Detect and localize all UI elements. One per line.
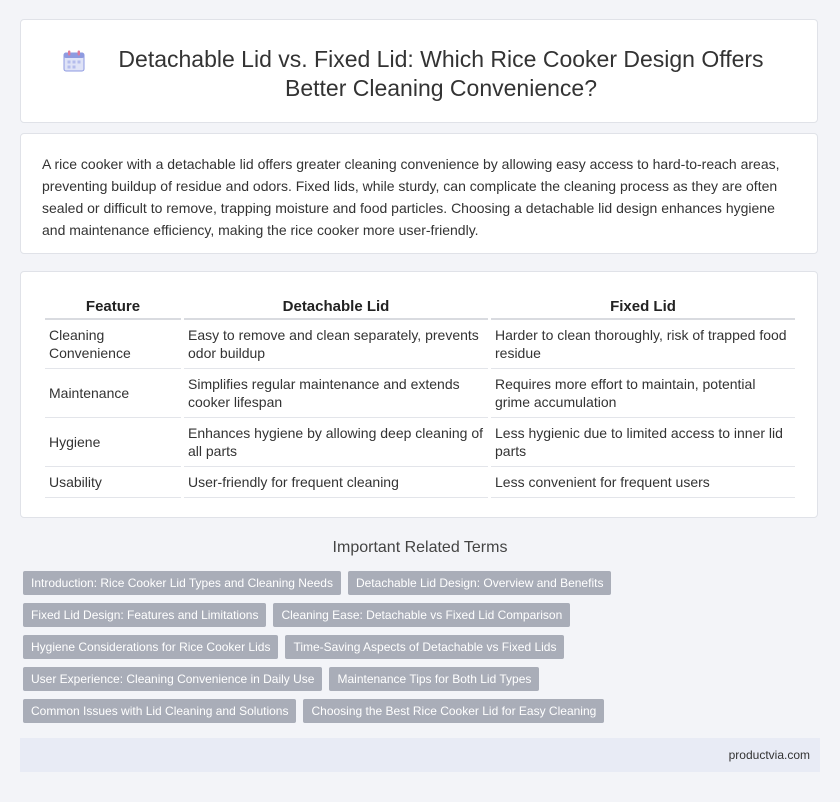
related-term-tag[interactable]: Maintenance Tips for Both Lid Types [329, 667, 539, 691]
table-cell-fixed: Requires more effort to maintain, potential grime accumulation [491, 369, 795, 418]
related-terms-tags [23, 571, 823, 731]
comparison-table [42, 294, 798, 498]
related-term-tag[interactable]: User Experience: Cleaning Convenience in Daily Use [23, 667, 322, 691]
table-cell-fixed: Less hygienic due to limited access to inner lid parts [491, 418, 795, 467]
page-title: Detachable Lid vs. Fixed Lid: Which Rice Cooker Design Offers Better Cleaning Convenience? [118, 46, 764, 101]
related-term-tag[interactable]: Fixed Lid Design: Features and Limitations [23, 603, 266, 627]
header-feature: Feature [45, 294, 181, 320]
table-cell-detachable: Enhances hygiene by allowing deep cleaning of all parts [184, 418, 488, 467]
table-cell-fixed: Less convenient for frequent users [491, 467, 795, 498]
table-cell-feature: Usability [45, 467, 181, 498]
related-term-tag[interactable]: Hygiene Considerations for Rice Cooker Lids [23, 635, 278, 659]
calendar-icon [61, 48, 87, 74]
related-term-tag[interactable]: Detachable Lid Design: Overview and Benefits [348, 571, 611, 595]
table-header-row [45, 294, 795, 320]
related-term-tag[interactable]: Introduction: Rice Cooker Lid Types and Cleaning Needs [23, 571, 341, 595]
related-term-tag[interactable]: Time-Saving Aspects of Detachable vs Fixed Lids [285, 635, 564, 659]
table-cell-fixed: Harder to clean thoroughly, risk of trapped food residue [491, 320, 795, 369]
table-row [45, 467, 795, 498]
intro-card [20, 133, 818, 254]
intro-paragraph: A rice cooker with a detachable lid offers greater cleaning convenience by allowing easy access to hard-to-reach areas, preventing buildup of residue and odors. Fixed lids, while sturdy, can complicate the cleaning process as they are often sealed or difficult to remove, trapping moisture and food particles. Choosing a detachable lid design enhances hygiene and maintenance efficiency, making the rice cooker more user-friendly. [42, 156, 780, 238]
comparison-table-card [20, 271, 818, 518]
header-detachable-lid: Detachable Lid [184, 294, 488, 320]
footer-site-link[interactable]: productvia.com [728, 748, 810, 762]
title-wrap [21, 20, 817, 103]
table-cell-detachable: User-friendly for frequent cleaning [184, 467, 488, 498]
table-row [45, 418, 795, 467]
table-cell-detachable: Easy to remove and clean separately, prevents odor buildup [184, 320, 488, 369]
table-cell-feature: Hygiene [45, 418, 181, 467]
footer [20, 738, 820, 772]
title-card [20, 19, 818, 123]
related-term-tag[interactable]: Choosing the Best Rice Cooker Lid for Easy Cleaning [303, 699, 604, 723]
related-terms-title: Important Related Terms [332, 539, 508, 556]
header-fixed-lid: Fixed Lid [491, 294, 795, 320]
related-term-tag[interactable]: Common Issues with Lid Cleaning and Solutions [23, 699, 296, 723]
table-cell-detachable: Simplifies regular maintenance and extends cooker lifespan [184, 369, 488, 418]
related-term-tag[interactable]: Cleaning Ease: Detachable vs Fixed Lid Comparison [273, 603, 570, 627]
table-cell-feature: Maintenance [45, 369, 181, 418]
table-row [45, 320, 795, 369]
table-row [45, 369, 795, 418]
table-cell-feature: Cleaning Convenience [45, 320, 181, 369]
